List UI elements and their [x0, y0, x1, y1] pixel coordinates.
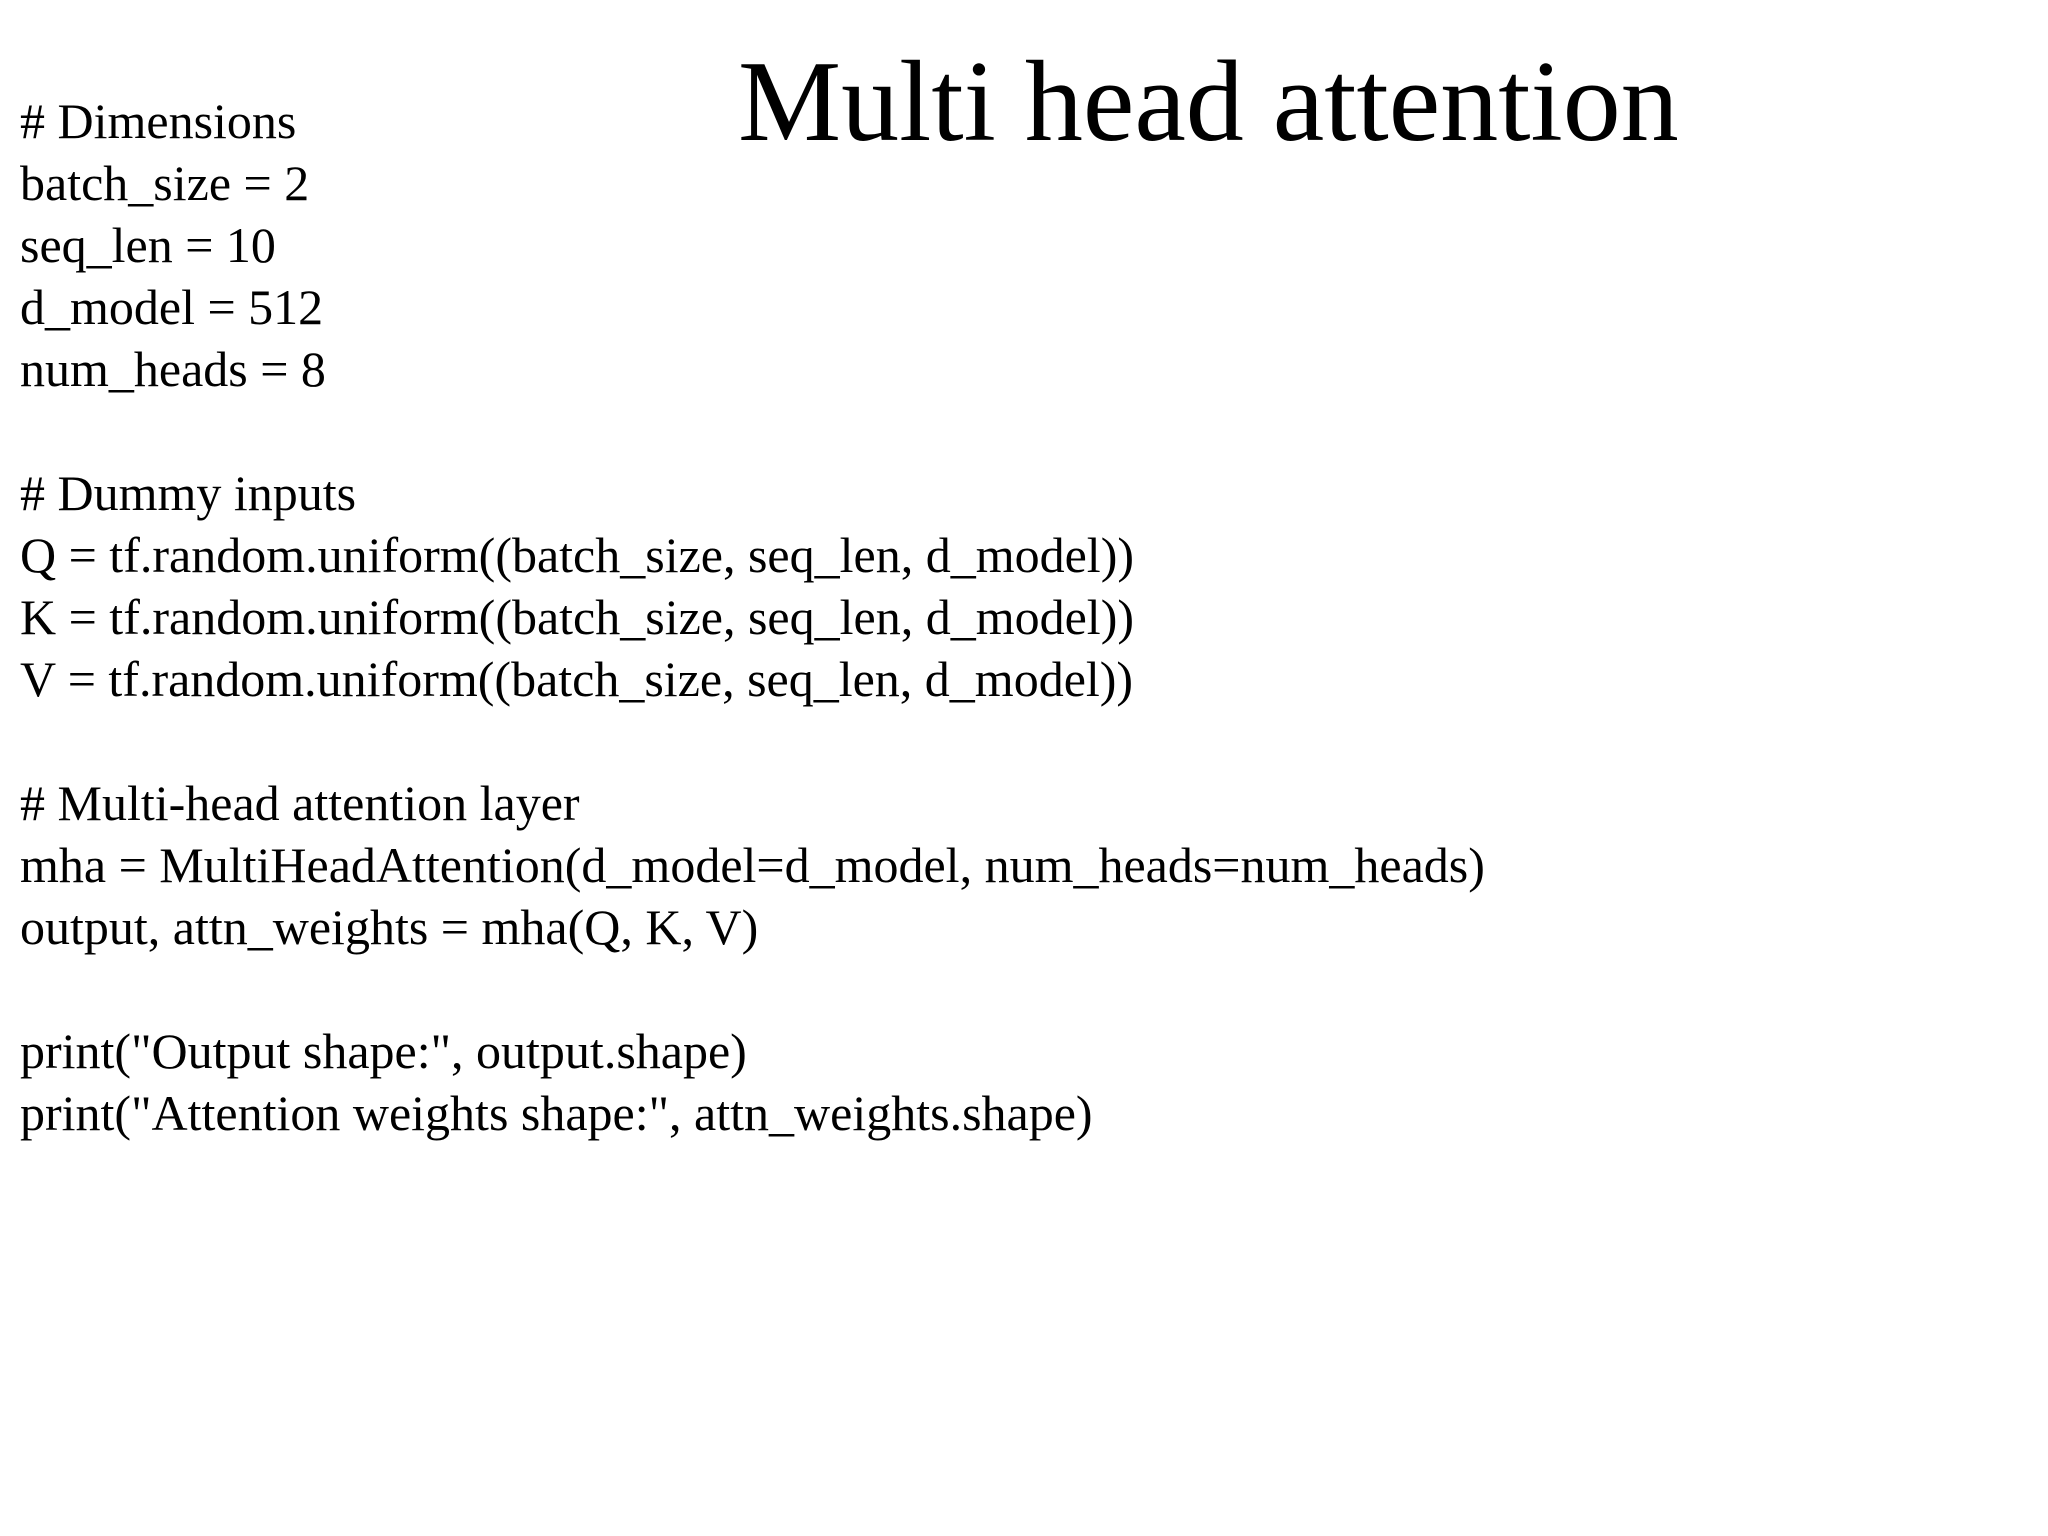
- code-comment-mha-layer: # Multi-head attention layer: [20, 775, 580, 831]
- code-line-q: Q = tf.random.uniform((batch_size, seq_len, d_model)): [20, 527, 1134, 583]
- code-line-d-model: d_model = 512: [20, 279, 324, 335]
- blank-line: [20, 958, 1485, 1020]
- blank-line: [20, 400, 1485, 462]
- code-block: [20, 90, 1485, 1144]
- code-line-print-output: print("Output shape:", output.shape): [20, 1023, 747, 1079]
- code-comment-dimensions: # Dimensions: [20, 93, 297, 149]
- code-line-print-attention: print("Attention weights shape:", attn_weights.shape): [20, 1085, 1093, 1141]
- blank-line: [20, 710, 1485, 772]
- code-line-v: V = tf.random.uniform((batch_size, seq_len, d_model)): [20, 651, 1134, 707]
- code-line-mha: mha = MultiHeadAttention(d_model=d_model, num_heads=num_heads): [20, 837, 1485, 893]
- code-line-seq-len: seq_len = 10: [20, 217, 276, 273]
- code-line-k: K = tf.random.uniform((batch_size, seq_len, d_model)): [20, 589, 1134, 645]
- slide-title: Multi head attention: [738, 38, 1679, 166]
- code-line-batch-size: batch_size = 2: [20, 155, 310, 211]
- code-comment-dummy-inputs: # Dummy inputs: [20, 465, 357, 521]
- code-line-output: output, attn_weights = mha(Q, K, V): [20, 899, 759, 955]
- code-line-num-heads: num_heads = 8: [20, 341, 326, 397]
